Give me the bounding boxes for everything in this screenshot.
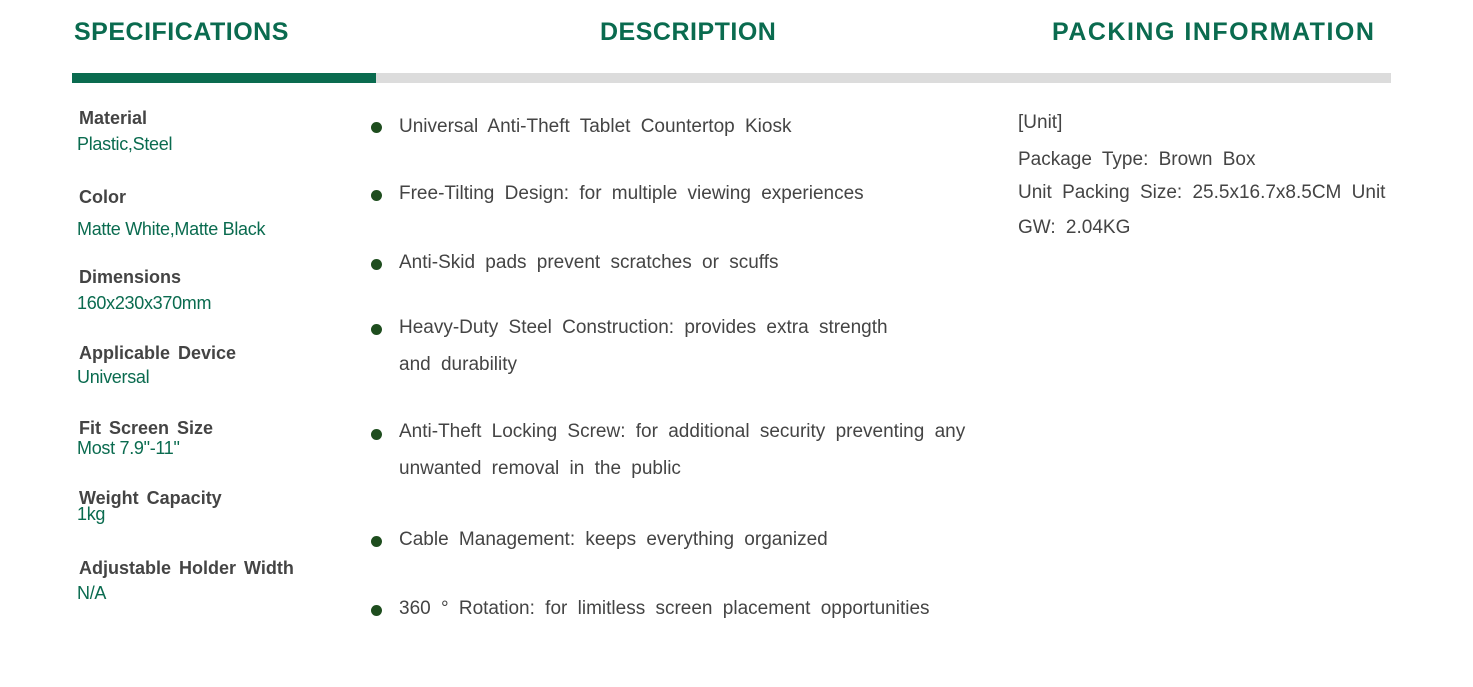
spec-label-dimensions: Dimensions	[79, 267, 182, 287]
bullet-icon	[371, 259, 382, 270]
packing-unit-label: [Unit]	[1018, 112, 1063, 133]
spec-value-adjustable-holder-width: N/A	[77, 583, 107, 603]
bullet-icon	[371, 429, 382, 440]
tab-packing-information[interactable]: PACKING INFORMATION	[1052, 18, 1376, 46]
packing-package-type: Package Type: Brown Box	[1018, 149, 1256, 170]
description-item: Free-Tilting Design: for multiple viewing experiences	[399, 183, 864, 204]
description-item: Anti-Theft Locking Screw: for additional security preventing any	[399, 421, 966, 442]
description-item: Universal Anti-Theft Tablet Countertop Kiosk	[399, 116, 792, 137]
tab-description[interactable]: DESCRIPTION	[600, 18, 777, 46]
bullet-icon	[371, 122, 382, 133]
description-item: Cable Management: keeps everything organized	[399, 529, 828, 550]
spec-label-applicable-device: Applicable Device	[79, 343, 237, 363]
spec-value-fit-screen-size: Most 7.9"-11"	[77, 438, 180, 458]
spec-value-dimensions: 160x230x370mm	[77, 293, 212, 313]
spec-label-color: Color	[79, 187, 126, 207]
spec-value-weight-capacity: 1kg	[77, 504, 106, 524]
bullet-icon	[371, 190, 382, 201]
spec-label-adjustable-holder-width: Adjustable Holder Width	[79, 558, 294, 578]
bullet-icon	[371, 605, 382, 616]
description-item: Anti-Skid pads prevent scratches or scuffs	[399, 252, 779, 273]
spec-value-material: Plastic,Steel	[77, 134, 173, 154]
bullet-icon	[371, 536, 382, 547]
description-item-continued: and durability	[399, 354, 518, 375]
description-item-continued: unwanted removal in the public	[399, 458, 681, 479]
bullet-icon	[371, 324, 382, 335]
packing-unit-size: Unit Packing Size: 25.5x16.7x8.5CM Unit	[1018, 182, 1386, 203]
spec-label-material: Material	[79, 108, 148, 128]
spec-label-weight-capacity: Weight Capacity	[79, 488, 222, 508]
description-item: 360 ° Rotation: for limitless screen placement opportunities	[399, 598, 930, 619]
spec-value-applicable-device: Universal	[77, 367, 150, 387]
packing-gross-weight: GW: 2.04KG	[1018, 217, 1131, 238]
description-item: Heavy-Duty Steel Construction: provides extra strength	[399, 317, 888, 338]
tab-indicator-active	[72, 73, 376, 83]
spec-value-color: Matte White,Matte Black	[77, 219, 266, 239]
spec-label-fit-screen-size: Fit Screen Size	[79, 418, 214, 438]
tab-specifications[interactable]: SPECIFICATIONS	[74, 18, 289, 46]
